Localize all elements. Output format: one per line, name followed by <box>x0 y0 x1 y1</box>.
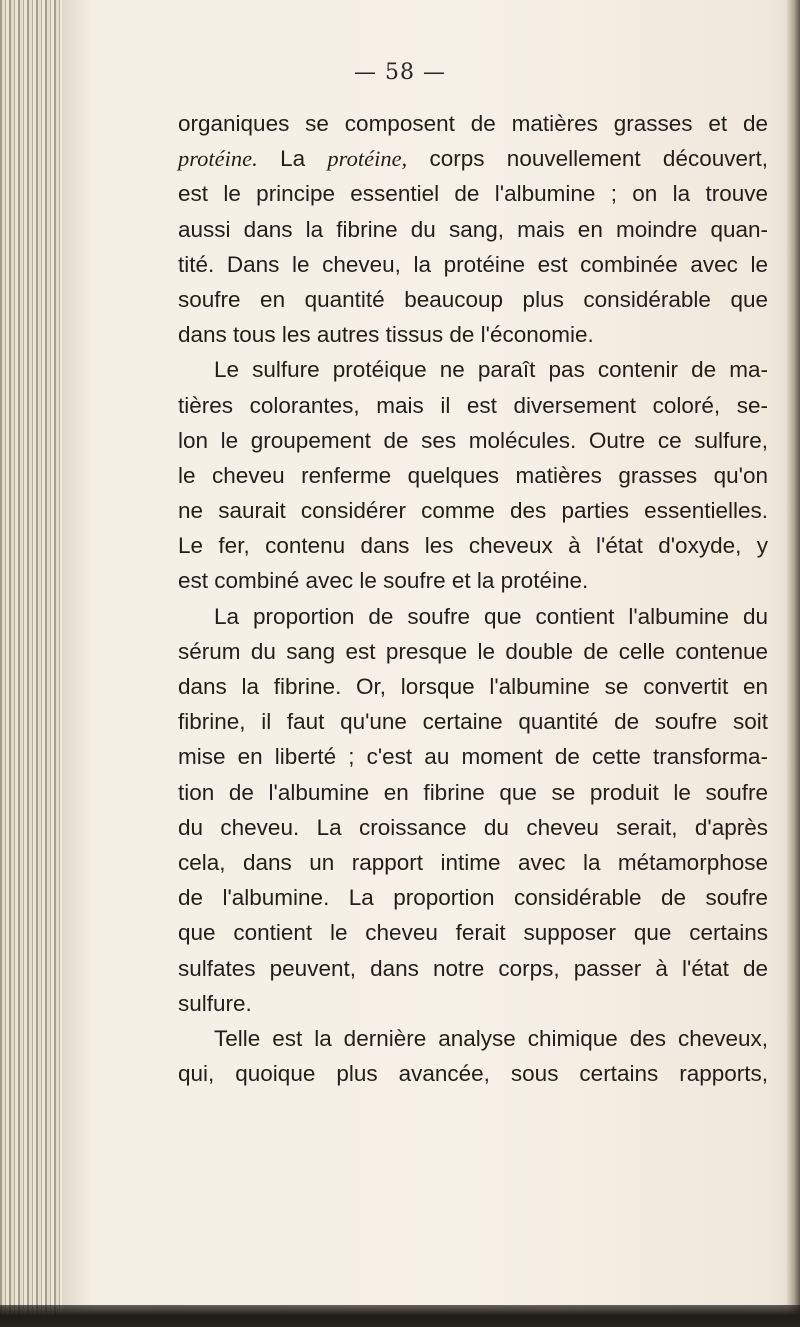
text-segment: sérum du sang est presque le double de celle contenue <box>178 638 768 664</box>
bottom-edge-shadow <box>0 1305 800 1327</box>
text-segment: fibrine, il faut qu'une certaine quantité de soufre soit <box>178 709 768 735</box>
text-line <box>178 563 768 598</box>
text-segment: que contient le cheveu ferait supposer que certains <box>178 920 768 946</box>
text-segment: aussi dans la fibrine du sang, mais en moindre quan- <box>178 216 768 242</box>
text-line <box>178 458 768 493</box>
text-segment: tières colorantes, mais il est diversement coloré, se- <box>178 392 768 418</box>
text-line <box>178 247 768 282</box>
paragraph <box>178 1021 768 1091</box>
text-segment: ne saurait considérer comme des parties essentielles. <box>178 498 768 524</box>
text-line <box>178 704 768 739</box>
paragraph <box>178 599 768 1021</box>
text-line <box>178 915 768 950</box>
text-line <box>178 669 768 704</box>
text-line <box>178 141 768 176</box>
text-line <box>178 423 768 458</box>
text-segment: est combiné avec le soufre et la protéine. <box>178 568 589 594</box>
text-line <box>178 493 768 528</box>
paragraph <box>178 106 768 352</box>
book-binding-shadow <box>0 0 62 1327</box>
text-line <box>178 106 768 141</box>
text-line <box>178 388 768 423</box>
text-line <box>178 1056 768 1091</box>
text-segment: dans la fibrine. Or, lorsque l'albumine se convertit en <box>178 674 768 699</box>
text-segment: corps nouvellement découvert, <box>407 146 768 172</box>
text-line <box>178 634 768 669</box>
text-line <box>178 739 768 774</box>
page-number: — 58 — <box>354 60 446 85</box>
text-segment: Le fer, contenu dans les cheveux à l'état d'oxyde, y <box>178 533 768 559</box>
page-edge-shadow <box>786 0 800 1327</box>
text-line <box>178 986 768 1021</box>
text-segment: soufre en quantité beaucoup plus considérable que <box>178 286 768 312</box>
text-line <box>178 1021 768 1056</box>
text-line <box>178 775 768 810</box>
text-segment: mise en liberté ; c'est au moment de cette transforma- <box>178 744 768 770</box>
text-line <box>178 880 768 915</box>
text-segment: le cheveu renferme quelques matières grasses qu'on <box>178 462 768 488</box>
text-segment: tion de l'albumine en fibrine que se produit le soufre <box>178 779 768 805</box>
text-line <box>178 528 768 563</box>
text-line <box>178 810 768 845</box>
text-segment: La proportion de soufre que contient l'albumine du <box>214 603 768 629</box>
text-line <box>178 845 768 880</box>
text-line <box>178 212 768 247</box>
text-line <box>178 599 768 634</box>
italic-term: protéine. <box>178 146 258 172</box>
text-segment: tité. Dans le cheveu, la protéine est combinée avec le <box>178 251 768 277</box>
text-segment: sulfure. <box>178 990 252 1016</box>
body-text <box>178 106 768 1091</box>
text-segment: organiques se composent de matières grasses et de <box>178 111 768 136</box>
text-line <box>178 317 768 352</box>
text-segment: sulfates peuvent, dans notre corps, passer à l'état de <box>178 955 768 981</box>
italic-term: protéine, <box>327 146 408 172</box>
text-segment: dans tous les autres tissus de l'économie. <box>178 322 594 348</box>
text-segment: Le sulfure protéique ne paraît pas contenir de ma- <box>214 357 768 383</box>
text-segment: de l'albumine. La proportion considérable de soufre <box>178 885 768 911</box>
text-segment: qui, quoique plus avancée, sous certains rapports, <box>178 1061 768 1087</box>
text-segment: La <box>257 146 328 172</box>
text-segment: du cheveu. La croissance du cheveu serait, d'après <box>178 814 768 840</box>
text-segment: est le principe essentiel de l'albumine ; on la trouve <box>178 181 768 207</box>
text-segment: lon le groupement de ses molécules. Outre ce sulfure, <box>178 427 768 453</box>
paragraph <box>178 352 768 598</box>
text-segment: Telle est la dernière analyse chimique des cheveux, <box>214 1025 768 1051</box>
text-line <box>178 951 768 986</box>
text-segment: cela, dans un rapport intime avec la métamorphose <box>178 849 768 875</box>
text-line <box>178 352 768 387</box>
text-line <box>178 176 768 211</box>
text-line <box>178 282 768 317</box>
